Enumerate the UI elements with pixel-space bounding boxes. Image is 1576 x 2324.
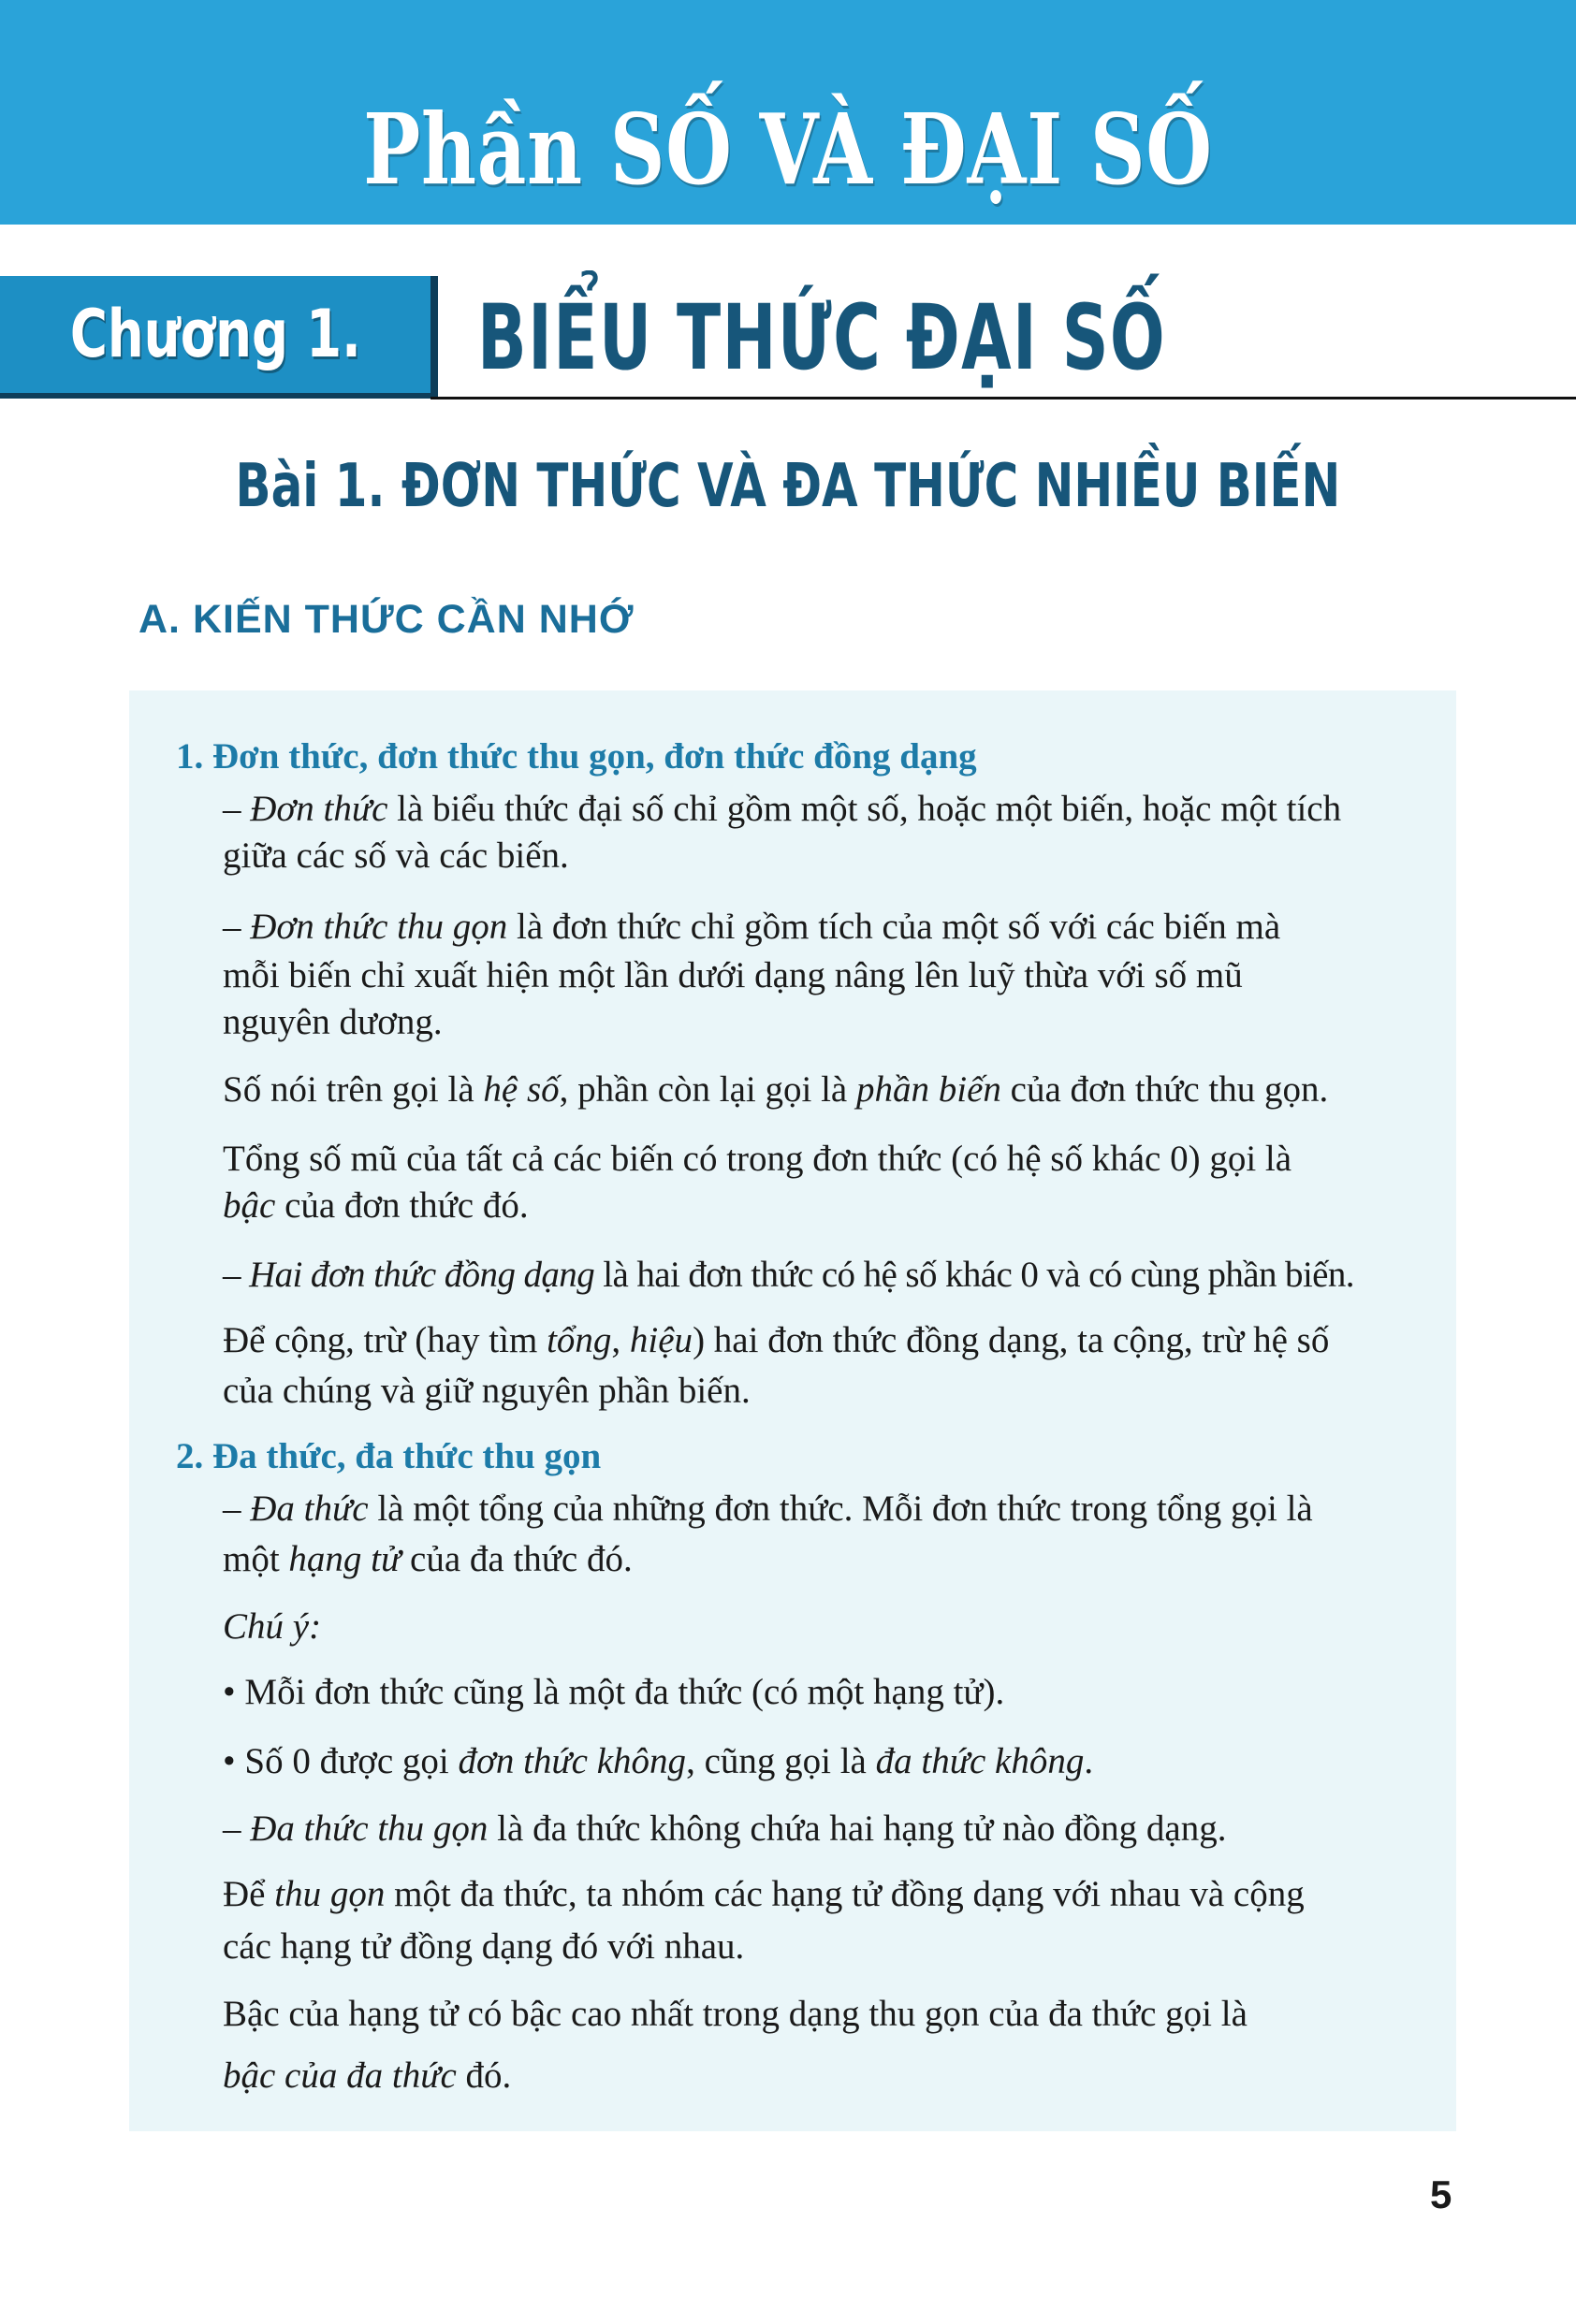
s1-p1-line1 bbox=[223, 786, 1341, 833]
s2-p3-line2: các hạng tử đồng dạng đó với nhau. bbox=[223, 1926, 745, 1967]
s2-p1-line2 bbox=[223, 1536, 633, 1583]
term-don-thuc-khong: đơn thức không bbox=[458, 1741, 687, 1781]
term-thu-gon: thu gọn bbox=[274, 1874, 386, 1914]
s1-p4-line1: Tổng số mũ của tất cả các biến có trong đơn thức (có hệ số khác 0) gọi là bbox=[223, 1139, 1292, 1179]
text: Số nói trên gọi là bbox=[223, 1069, 484, 1110]
text: – bbox=[223, 1255, 250, 1295]
text: của đa thức đó. bbox=[401, 1539, 633, 1579]
page-number: 5 bbox=[1430, 2172, 1452, 2216]
text: , cũng gọi là bbox=[686, 1741, 876, 1781]
subsection-1-number: 1. bbox=[176, 736, 204, 777]
s2-bullet-2 bbox=[223, 1738, 1093, 1785]
term-da-thuc-khong: đa thức không bbox=[875, 1741, 1085, 1781]
s2-p1-line1 bbox=[223, 1486, 1313, 1532]
term-da-thuc: Đa thức bbox=[250, 1489, 369, 1529]
s2-bullet-1: • Mỗi đơn thức cũng là một đa thức (có một hạng tử). bbox=[223, 1672, 1005, 1712]
term-hieu: hiệu bbox=[629, 1320, 693, 1360]
subsection-2-title: Đa thức, đa thức thu gọn bbox=[212, 1436, 602, 1476]
term-don-thuc-thu-gon: Đơn thức thu gọn bbox=[250, 907, 508, 947]
text: là hai đơn thức có hệ số khác 0 và có cùng phần biến. bbox=[594, 1255, 1354, 1295]
lesson-title-text: Bài 1. ĐƠN THỨC VÀ ĐA THỨC NHIỀU BIẾN bbox=[235, 452, 1341, 521]
text: ) hai đơn thức đồng dạng, ta cộng, trừ hệ số bbox=[693, 1320, 1330, 1360]
text: Để bbox=[223, 1874, 275, 1914]
note-label: Chú ý: bbox=[223, 1606, 322, 1647]
text: – bbox=[223, 907, 251, 947]
s2-note bbox=[223, 1604, 321, 1650]
term-phan-bien: phần biến bbox=[855, 1069, 1001, 1110]
text: của đơn thức thu gọn. bbox=[1000, 1069, 1329, 1110]
subsection-2-number: 2. bbox=[176, 1436, 204, 1476]
s1-p2-line3: nguyên dương. bbox=[223, 1002, 443, 1042]
text: – bbox=[223, 1808, 251, 1849]
part-title: Phần SỐ VÀ ĐẠI SỐ bbox=[363, 92, 1213, 207]
text: của đơn thức đó. bbox=[275, 1185, 529, 1226]
text: , bbox=[611, 1320, 630, 1360]
term-don-thuc: Đơn thức bbox=[250, 789, 388, 829]
s1-p1-line2: giữa các số và các biến. bbox=[223, 835, 569, 876]
subsection-1-heading bbox=[176, 734, 977, 780]
text: – bbox=[223, 1489, 251, 1529]
text: • Số 0 được gọi bbox=[223, 1741, 459, 1781]
term-bac-cua-da-thuc: bậc của đa thức bbox=[223, 2055, 457, 2096]
chapter-title: BIỂU THỨC ĐẠI SỐ bbox=[477, 285, 1167, 390]
term-hai-don-thuc-dong-dang: Hai đơn thức đồng dạng bbox=[249, 1255, 595, 1295]
s2-p4-line1: Bậc của hạng tử có bậc cao nhất trong dạng thu gọn của đa thức gọi là bbox=[223, 1994, 1248, 2034]
term-da-thuc-thu-gon: Đa thức thu gọn bbox=[250, 1808, 489, 1849]
subsection-2-heading bbox=[176, 1433, 601, 1480]
text: một bbox=[223, 1539, 289, 1579]
s1-p3 bbox=[223, 1067, 1328, 1113]
s1-p6-line2: của chúng và giữ nguyên phần biến. bbox=[223, 1371, 751, 1411]
text: là biểu thức đại số chỉ gồm một số, hoặc một biến, hoặc một tích bbox=[387, 789, 1342, 829]
text: một đa thức, ta nhóm các hạng tử đồng dạng với nhau và cộng bbox=[385, 1874, 1305, 1914]
text: là đơn thức chỉ gồm tích của một số với các biến mà bbox=[507, 907, 1281, 947]
s2-p2 bbox=[223, 1806, 1226, 1852]
subsection-1-title: Đơn thức, đơn thức thu gọn, đơn thức đồng dạng bbox=[212, 736, 977, 777]
s1-p2-line1 bbox=[223, 904, 1280, 951]
term-bac: bậc bbox=[223, 1185, 276, 1226]
s1-p5 bbox=[223, 1252, 1354, 1299]
s1-p6-line1 bbox=[223, 1317, 1329, 1364]
section-heading: A. KIẾN THỨC CẦN NHỚ bbox=[139, 597, 635, 642]
s1-p4-line2 bbox=[223, 1183, 529, 1229]
chapter-label-text: Chương 1. bbox=[69, 296, 361, 372]
s2-p4-line2 bbox=[223, 2053, 511, 2099]
text: đó. bbox=[456, 2055, 512, 2096]
text: Để cộng, trừ (hay tìm bbox=[223, 1320, 547, 1360]
s1-p2-line2: mỗi biến chỉ xuất hiện một lần dưới dạng nâng lên luỹ thừa với số mũ bbox=[223, 955, 1243, 995]
text: là một tổng của những đơn thức. Mỗi đơn thức trong tổng gọi là bbox=[368, 1489, 1313, 1529]
s2-p3-line1 bbox=[223, 1871, 1305, 1918]
text: . bbox=[1084, 1741, 1094, 1781]
term-he-so: hệ số bbox=[483, 1069, 560, 1110]
term-hang-tu: hạng tử bbox=[288, 1539, 401, 1579]
text: là đa thức không chứa hai hạng tử nào đồng dạng. bbox=[488, 1808, 1227, 1849]
text: – bbox=[223, 789, 251, 829]
text: , phần còn lại gọi là bbox=[559, 1069, 856, 1110]
term-tong: tổng bbox=[547, 1320, 612, 1360]
